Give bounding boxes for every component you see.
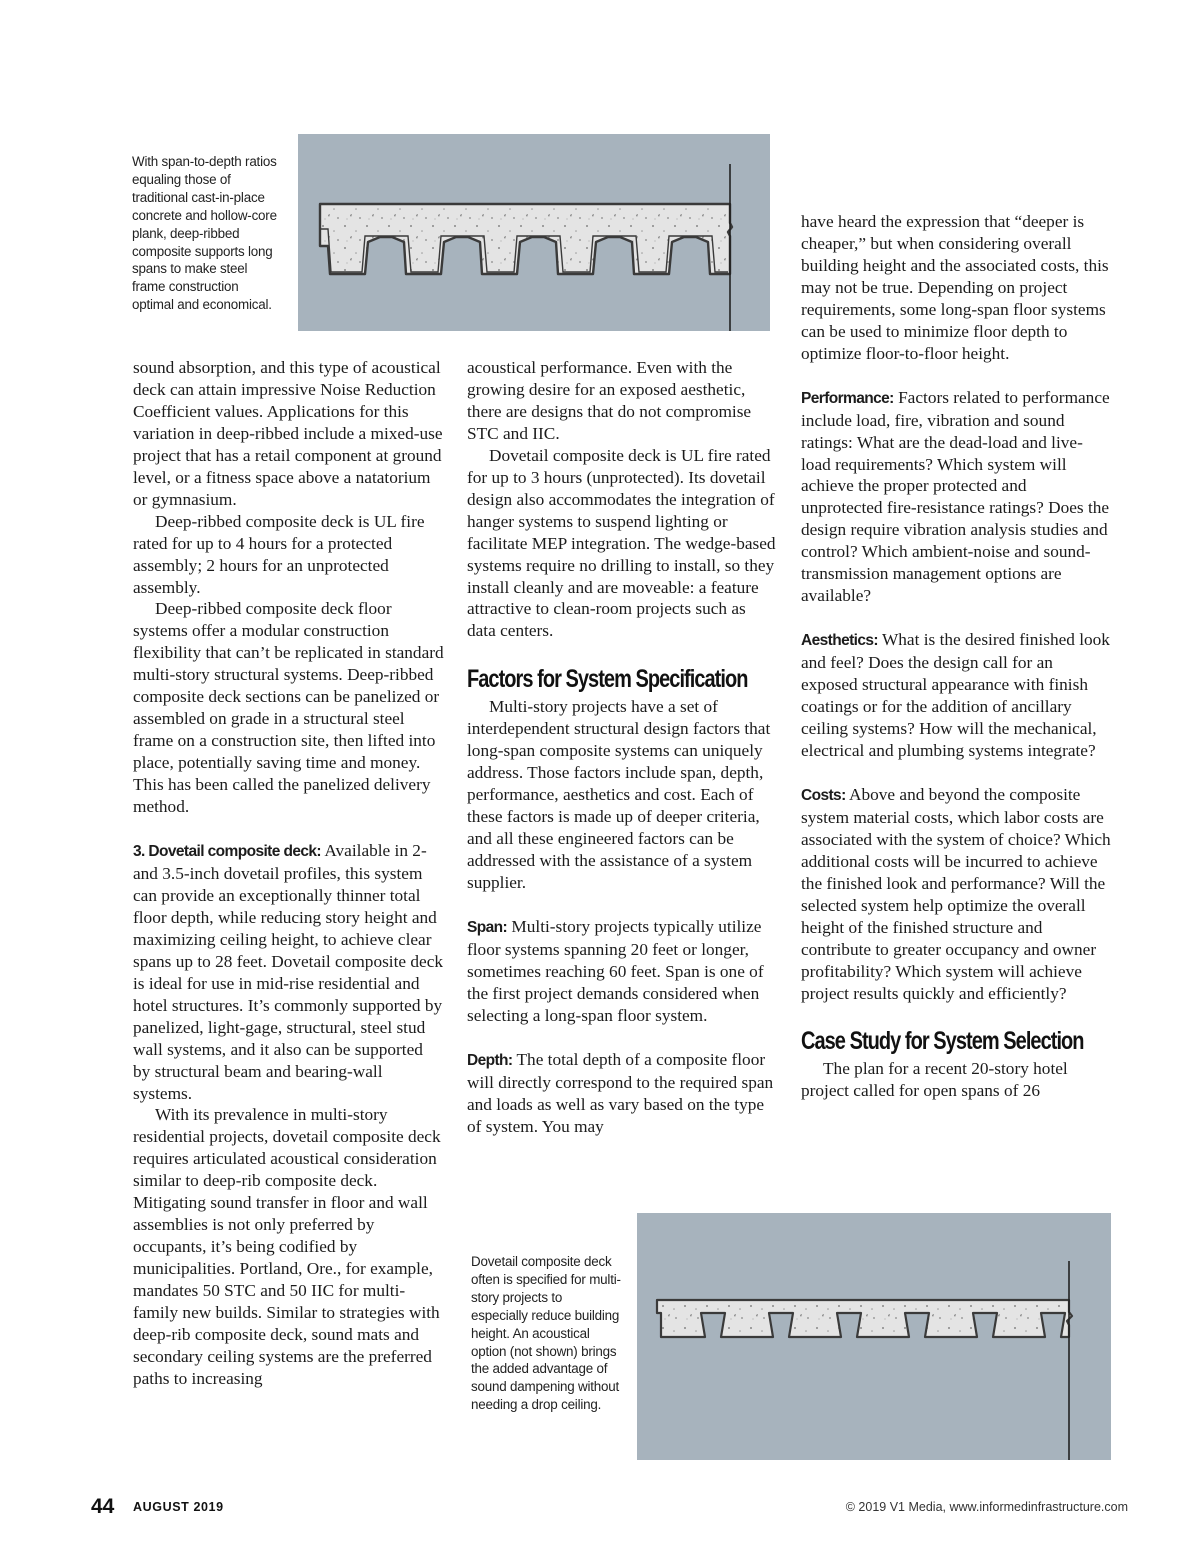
column-3 (801, 211, 1112, 1102)
costs-runin-heading: Costs: (801, 786, 846, 804)
factors-heading: Factors for System Specification (467, 665, 748, 694)
col2-paragraph-3: Multi-story projects have a set of interdependent structural design factors that long-span composite systems can uniquely address. Those factors include span, depth, performance, aesthetics and cost. Each of these factors is made up of deeper criteria, and all these engineered factors can be addressed with the assistance of a system supplier. (467, 697, 771, 893)
dovetail-deck-figure (637, 1213, 1111, 1460)
col3-paragraph-1: have heard the expression that “deeper is cheaper,” but when considering overall building height and the associated costs, this may not be true. Depending on project requirements, some long-span floor systems can be used to minimize floor depth to optimize floor-to-floor height. (801, 212, 1109, 363)
page-number: 44 (91, 1495, 115, 1518)
bottom-figure-caption (471, 1253, 621, 1414)
aesthetics-runin-heading: Aesthetics: (801, 632, 878, 650)
dovetail-deck-illustration (637, 1213, 1111, 1460)
col2-paragraph-5 (467, 1049, 778, 1138)
top-figure-caption (132, 153, 282, 314)
column-1 (133, 357, 444, 1390)
copyright-line: © 2019 V1 Media, www.informedinfrastructure.com (845, 1500, 1128, 1514)
column-2 (467, 357, 778, 1138)
col3-paragraph-2 (801, 387, 1112, 608)
performance-runin-heading: Performance: (801, 389, 894, 407)
issue-date: AUGUST 2019 (133, 1500, 224, 1514)
bottom-caption-text: Dovetail composite deck often is specified for multi-story projects to especially reduce building height. An acoustical option (not shown) brings the added advantage of sound dampening without needing a drop ceiling. (471, 1254, 621, 1413)
span-runin-heading: Span: (467, 918, 508, 936)
col3-paragraph-2-body: Factors related to performance include load, fire, vibration and sound ratings: What are the dead-load and live-load requirements? Which system will achieve the proper protected and unprotected fire-resistance ratings? Does the design require vibration analysis studies and control? Which ambient-noise and sound-transmission management options are available? (801, 387, 1110, 606)
col3-paragraph-4 (801, 784, 1112, 1005)
col3-paragraph-5: The plan for a recent 20-story hotel project called for open spans of 26 (801, 1059, 1068, 1101)
col2-paragraph-2: Dovetail composite deck is UL fire rated for up to 3 hours (unprotected). Its dovetail design also accommodates the integration of hanger systems to suspend lighting or facilitate MEP integration. The wedge-based systems require no drilling to install, so they install cleanly and are moveable: a feature attractive to clean-room projects such as data centers. (467, 445, 776, 641)
col2-paragraph-5-body: The total depth of a composite floor will directly correspond to the required span and loads as well as vary based on the type of system. You may (467, 1049, 774, 1136)
col3-paragraph-3-body: What is the desired finished look and feel? Does the design call for an exposed structural appearance with finish coatings or for the addition of ancillary ceiling systems? How will the mechanical, electrical and plumbing systems integrate? (801, 630, 1110, 760)
top-caption-text: With span-to-depth ratios equaling those of traditional cast-in-place concrete and hollow-core plank, deep-ribbed composite supports long spans to make steel frame construction optimal and economical. (132, 154, 277, 313)
col1-paragraph-4 (133, 840, 444, 1104)
depth-runin-heading: Depth: (467, 1051, 513, 1069)
col2-paragraph-4-body: Multi-story projects typically utilize floor systems spanning 20 feet or longer, sometimes reaching 60 feet. Span is one of the first project demands considered when selecting a long-span floor system. (467, 916, 764, 1025)
dovetail-slab-shape (657, 1300, 1072, 1337)
deck-slab-shape (320, 204, 732, 274)
col1-paragraph-2: Deep-ribbed composite deck is UL fire rated for up to 4 hours for a protected assembly; 2 hours for an unprotected assembly. (133, 511, 425, 597)
deep-ribbed-deck-figure (298, 134, 770, 331)
col1-paragraph-3: Deep-ribbed composite deck floor systems offer a modular construction flexibility that can’t be replicated in standard multi-story structural systems. Deep-ribbed composite deck sections can be panelized or assembled on grade in a structural steel frame on a construction site, then lifted into place, potentially saving time and money. This has been called the panelized delivery method. (133, 599, 444, 817)
dovetail-runin-heading: 3. Dovetail composite deck: (133, 843, 321, 861)
col3-paragraph-4-body: Above and beyond the composite system material costs, which labor costs are associated with the system of choice? Which additional costs will be incurred to achieve the finished look and performance? Will the selected system help optimize the overall height of the finished structure and contribute to greater occupancy and owner profitability? Which system will achieve project results quickly and efficiently? (801, 784, 1111, 1003)
col1-paragraph-4-body: Available in 2- and 3.5-inch dovetail profiles, this system can provide an exceptionally thinner total floor depth, while reducing story height and maximizing ceiling height, to achieve clear spans up to 28 feet. Dovetail composite deck is ideal for use in mid-rise residential and hotel structures. It’s commonly supported by panelized, light-gage, structural, steel stud wall systems, and it also can be supported by structural beam and bearing-wall systems. (133, 841, 444, 1103)
col1-paragraph-1: sound absorption, and this type of acoustical deck can attain impressive Noise Reduction Coefficient values. Applications for this variation in deep-ribbed include a mixed-use project that has a retail component at ground level, or a fitness space above a natatorium or gymnasium. (133, 358, 443, 509)
deep-ribbed-deck-illustration (298, 134, 770, 331)
col1-paragraph-5: With its prevalence in multi-story residential projects, dovetail composite deck requires articulated acoustical consideration similar to deep-rib composite deck. Mitigating sound transfer in floor and wall assemblies is not only preferred by occupants, it’s being codified by municipalities. Portland, Ore., for example, mandates 50 STC and 50 IIC for multi-family new builds. Similar to strategies with deep-rib composite deck, sound mats and secondary ceiling systems are the preferred paths to increasing (133, 1105, 441, 1388)
case-study-heading: Case Study for System Selection (801, 1027, 1084, 1056)
col2-paragraph-1: acoustical performance. Even with the growing desire for an exposed aesthetic, there are designs that do not compromise STC and IIC. (467, 358, 752, 443)
col2-paragraph-4 (467, 916, 778, 1027)
col3-paragraph-3 (801, 629, 1112, 762)
